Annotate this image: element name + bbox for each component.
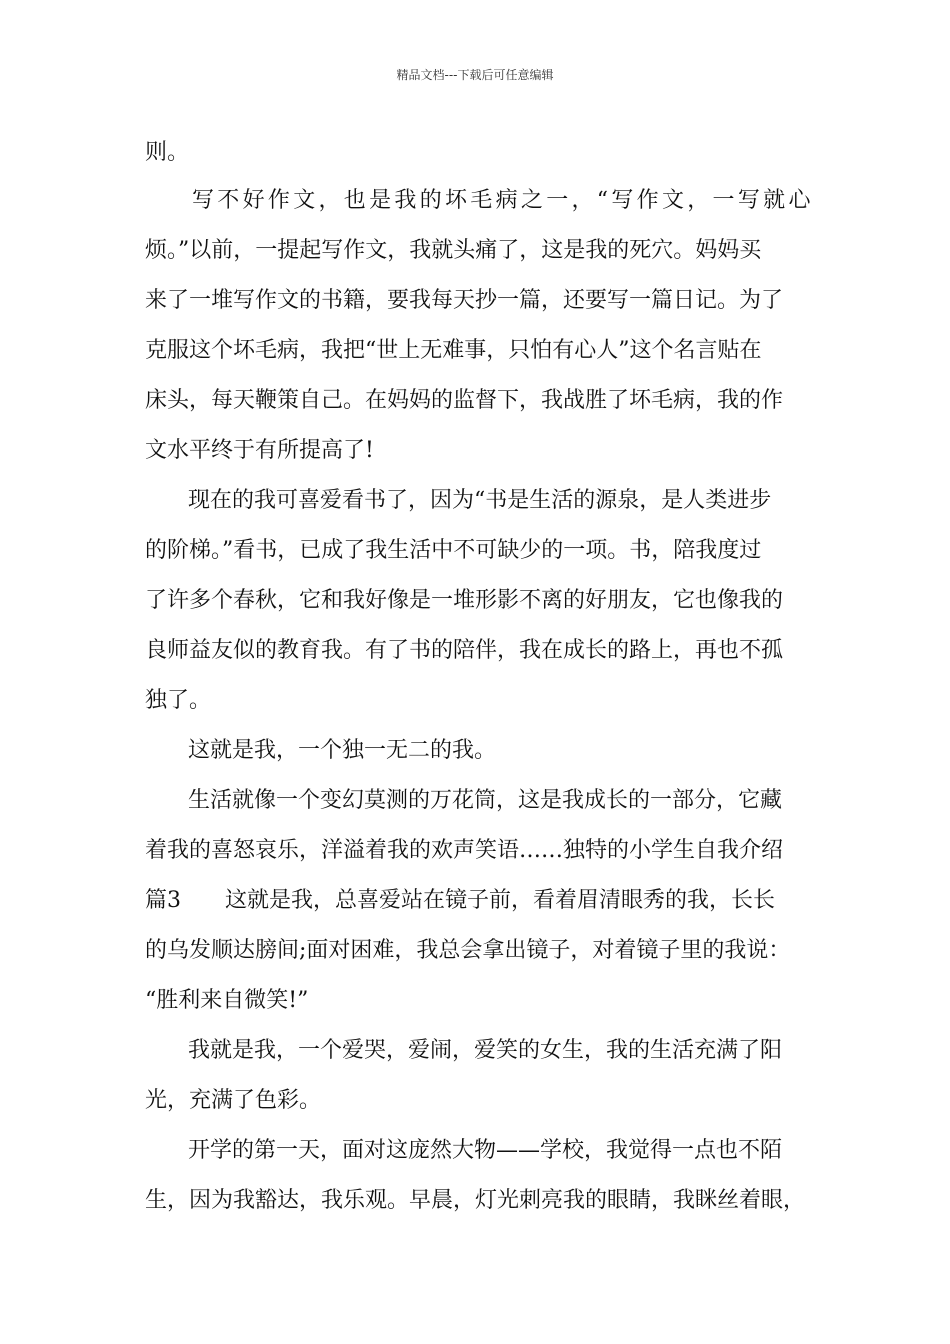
text-line: 独了。 (145, 688, 212, 713)
text-line: 现在的我可喜爱看书了，因为“书是生活的源泉，是人类进步 (188, 488, 772, 513)
text-line: 良师益友似的教育我。有了书的陪伴，我在成长的路上，再也不孤 (145, 638, 784, 663)
text-line: 这就是我，一个独一无二的我。 (188, 738, 497, 763)
text-line: 文水平终于有所提高了! (145, 438, 374, 463)
text-line: 的乌发顺达膀间;面对困难，我总会拿出镜子，对着镜子里的我说： (145, 938, 791, 963)
text-line: 床头，每天鞭策自己。在妈妈的监督下，我战胜了坏毛病，我的作 (145, 388, 784, 413)
text-line: “胜利来自微笑!” (145, 988, 309, 1013)
text-line: 写不好作文，也是我的坏毛病之一，“写作文，一写就心 (192, 188, 814, 213)
page-header: 精品文档---下载后可任意编辑 (396, 68, 554, 82)
text-line: 的阶梯。”看书，已成了我生活中不可缺少的一项。书，陪我度过 (145, 538, 762, 563)
text-line: 着我的喜怒哀乐，洋溢着我的欢声笑语……独特的小学生自我介绍 (145, 838, 784, 863)
text-line: 开学的第一天，面对这庞然大物——学校，我觉得一点也不陌 (188, 1138, 783, 1163)
text-line: 篇3 这就是我，总喜爱站在镜子前，看着眉清眼秀的我，长长 (145, 888, 775, 913)
text-line: 生，因为我豁达，我乐观。早晨，灯光刺亮我的眼睛，我眯丝着眼， (145, 1188, 806, 1213)
text-line: 来了一堆写作文的书籍，要我每天抄一篇，还要写一篇日记。为了 (145, 288, 784, 313)
text-line: 了许多个春秋，它和我好像是一堆形影不离的好朋友，它也像我的 (145, 588, 784, 613)
text-line: 生活就像一个变幻莫测的万花筒，这是我成长的一部分，它藏 (188, 788, 783, 813)
text-line: 我就是我，一个爱哭，爱闹，爱笑的女生，我的生活充满了阳 (188, 1038, 783, 1063)
text-line: 烦。”以前，一提起写作文，我就头痛了，这是我的死穴。妈妈买 (145, 238, 762, 263)
text-line: 光，充满了色彩。 (145, 1088, 322, 1113)
text-line: 则。 (145, 140, 190, 165)
text-line: 克服这个坏毛病，我把“世上无难事，只怕有心人”这个名言贴在 (145, 338, 762, 363)
